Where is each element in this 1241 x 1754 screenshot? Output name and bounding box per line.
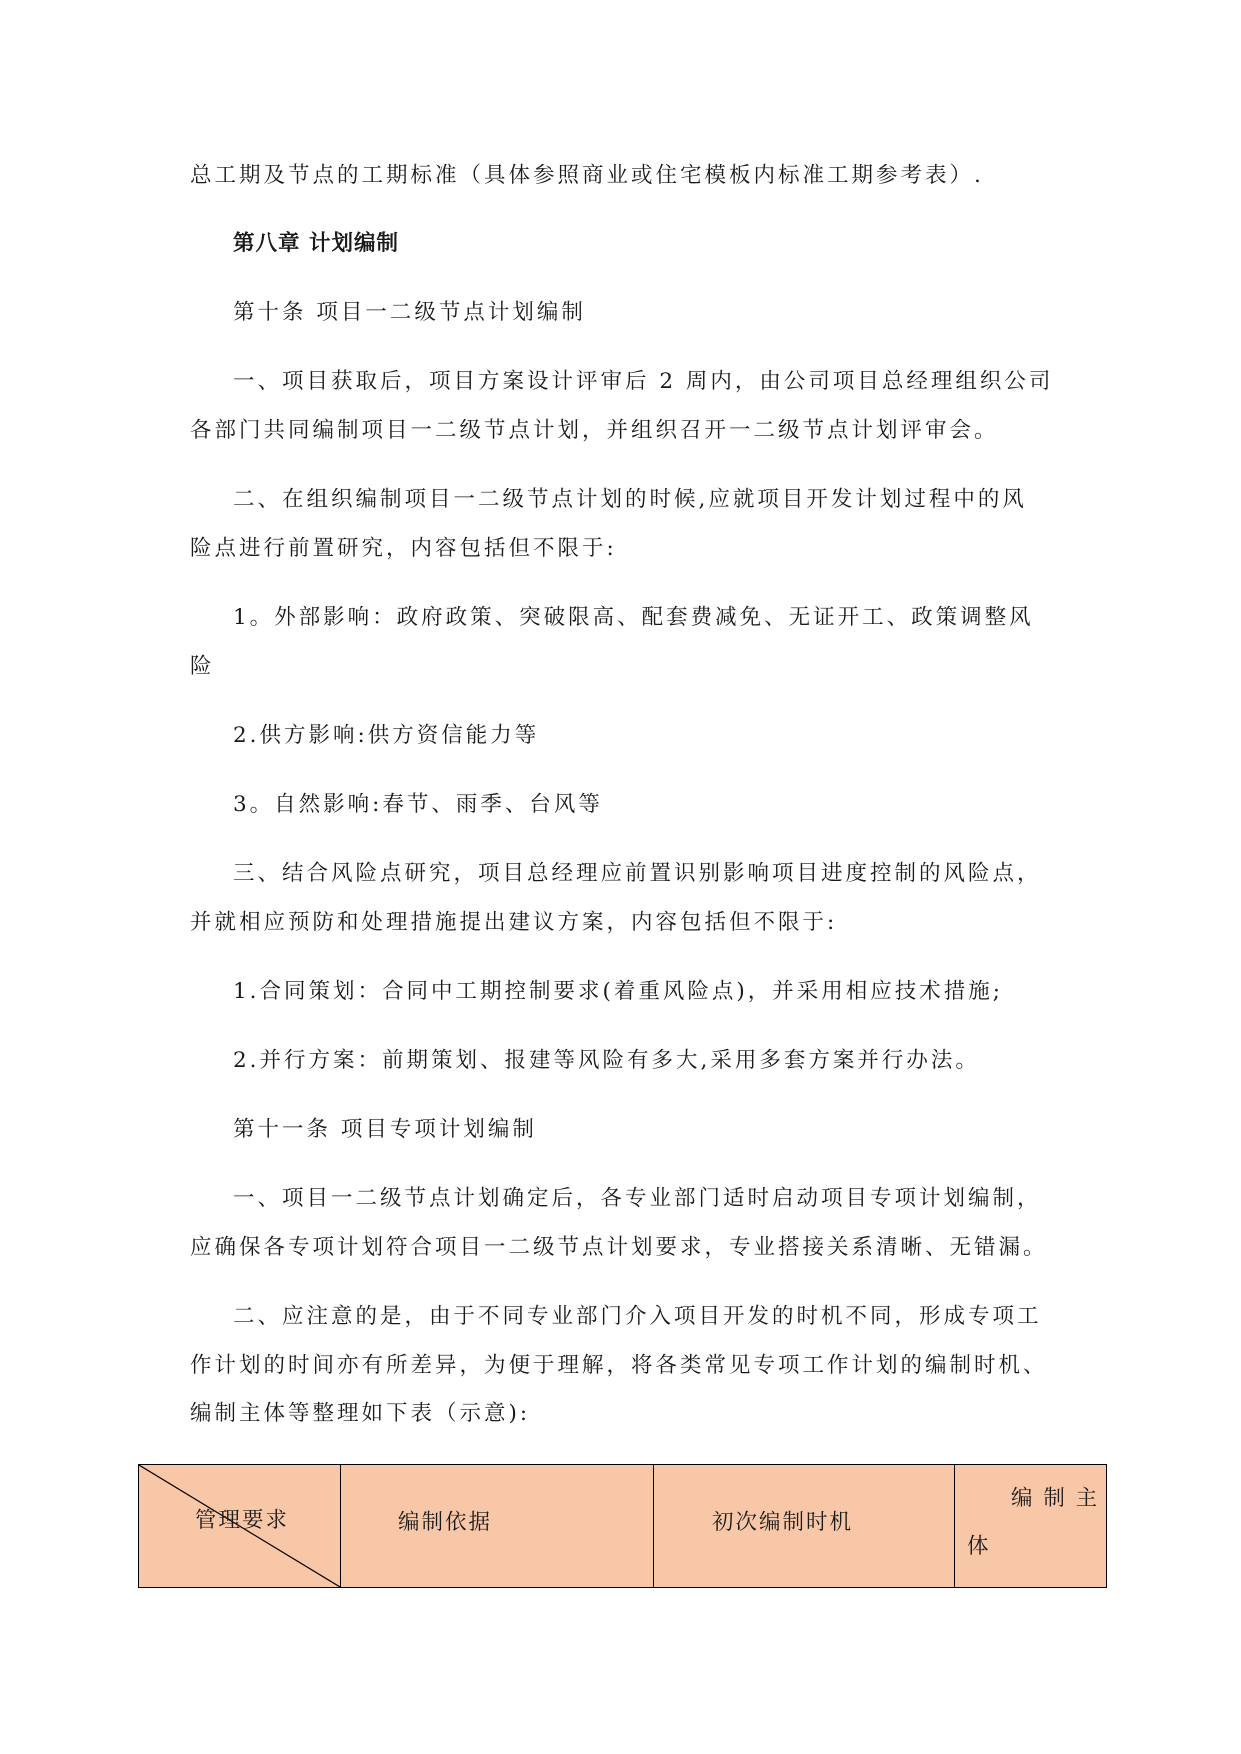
table-header-management-requirement: 管理要求 [195,1508,290,1533]
list-item: 2.供方影响:供方资信能力等 [233,723,540,748]
table-header-row [139,1465,1107,1588]
paragraph-line: 三、结合风险点研究，项目总经理应前置识别影响项目进度控制的风险点， [233,861,1042,886]
paragraph-line: 一、项目获取后，项目方案设计评审后 2 周内，由公司项目总经理组织公司 [233,369,1054,394]
list-item: 1。外部影响：政府政策、突破限高、配套费减免、无证开工、政策调整风 [233,605,1034,630]
paragraph-line: 编制主体等整理如下表（示意): [190,1401,531,1426]
paragraph-line: 险点进行前置研究，内容包括但不限于: [190,536,617,561]
list-item: 1.合同策划：合同中工期控制要求(着重风险点)，并采用相应技术措施; [233,979,1004,1004]
paragraph-line: 应确保各专项计划符合项目一二级节点计划要求，专业搭接关系清晰、无错漏。 [190,1235,1048,1260]
plan-table [138,1464,1107,1588]
paragraph-line: 总工期及节点的工期标准（具体参照商业或住宅模板内标准工期参考表）. [190,163,984,188]
table-header-cell [341,1465,654,1588]
list-item: 3。自然影响:春节、雨季、台风等 [233,792,603,817]
list-item: 险 [190,654,215,679]
paragraph-line: 作计划的时间亦有所差异，为便于理解，将各类常见专项工作计划的编制时机、 [190,1353,1048,1378]
table-header-subject-line1: 编 制 主 [1011,1486,1100,1511]
table-header-basis: 编制依据 [398,1510,493,1535]
chapter-heading: 第八章 计划编制 [233,231,399,256]
paragraph-line: 并就相应预防和处理措施提出建议方案，内容包括但不限于: [190,910,838,935]
table-header-subject-line2: 体 [967,1534,991,1559]
table-header-initial-timing: 初次编制时机 [712,1510,854,1535]
table-header-cell [654,1465,955,1588]
list-item: 2.并行方案：前期策划、报建等风险有多大,采用多套方案并行办法。 [233,1048,980,1073]
paragraph-line: 二、在组织编制项目一二级节点计划的时候,应就项目开发计划过程中的风 [233,487,1027,512]
paragraph-line: 一、项目一二级节点计划确定后，各专业部门适时启动项目专项计划编制， [233,1186,1042,1211]
article-heading: 第十一条 项目专项计划编制 [233,1117,537,1142]
table-header-cell-diagonal [139,1465,341,1588]
paragraph-line: 各部门共同编制项目一二级节点计划，并组织召开一二级节点计划评审会。 [190,418,999,443]
paragraph-line: 二、应注意的是，由于不同专业部门介入项目开发的时机不同，形成专项工 [233,1304,1042,1329]
article-heading: 第十条 项目一二级节点计划编制 [233,300,586,325]
table-header-cell [955,1465,1107,1588]
